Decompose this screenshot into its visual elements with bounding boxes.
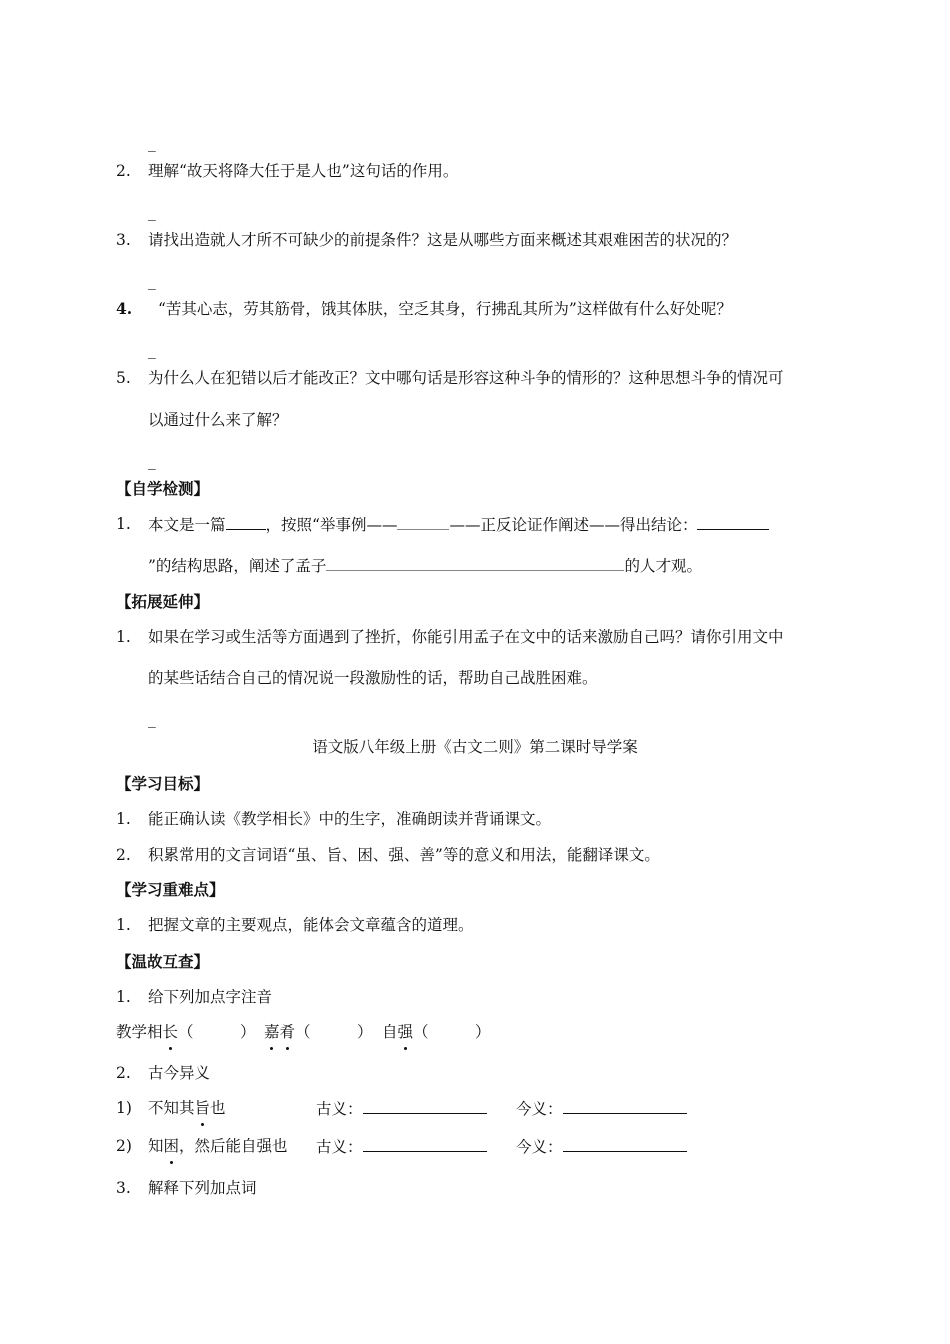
item-number: 2. (116, 846, 131, 864)
item-number: 3. (116, 1179, 131, 1197)
item-number: 1. (116, 628, 131, 646)
blank-1[interactable] (226, 513, 266, 530)
old-meaning-blank[interactable] (363, 1135, 487, 1152)
item-number: 1. (116, 916, 131, 934)
item-text: 如果在学习或生活等方面遇到了挫折，你能引用孟子在文中的话来激励自己吗？请你引用文中 (148, 628, 784, 646)
item-text: 的某些话结合自己的情况说一段激励性的话，帮助自己战胜困难。 (148, 669, 598, 687)
question-number: 4. (116, 299, 133, 318)
item-text: 解释下列加点词 (148, 1179, 257, 1197)
blank-4[interactable] (326, 554, 624, 571)
item-text: 本文是一篇 ，按照“举事例—— ——正反论证作阐述——得出结论： (148, 513, 769, 536)
item-text: 古今异义 (148, 1064, 211, 1082)
blank-3[interactable] (697, 513, 769, 530)
blank-2[interactable] (397, 513, 449, 530)
item-number: 1. (116, 515, 131, 533)
question-text: 为什么人在犯错以后才能改正？文中哪句话是形容这种斗争的情形的？这种思想斗争的情况可 (148, 369, 784, 387)
pinyin-item-1: 教学相长（ ） (116, 1023, 256, 1041)
old-meaning-blank[interactable] (363, 1097, 487, 1114)
question-text: 请找出造就人才所不可缺少的前提条件？这是从哪些方面来概述其艰难困苦的状况的？ (148, 231, 738, 249)
new-meaning-blank[interactable] (563, 1135, 687, 1152)
item-text: ”的结构思路，阐述了孟子 的人才观。 (148, 554, 702, 577)
item-text: 不知其旨也 (148, 1099, 226, 1117)
item-text: 给下列加点字注音 (148, 988, 273, 1006)
item-number: 1) (116, 1099, 132, 1117)
old-meaning: 古义： (316, 1097, 487, 1120)
question-number: 2. (116, 162, 131, 180)
item-number: 2) (116, 1137, 132, 1155)
new-meaning: 今义： (516, 1097, 687, 1120)
item-text: 把握文章的主要观点，能体会文章蕴含的道理。 (148, 916, 474, 934)
item-text: 知困，然后能自强也 (148, 1137, 288, 1155)
item-text: 能正确认读《教学相长》中的生字，准确朗读并背诵课文。 (148, 810, 552, 828)
new-meaning-blank[interactable] (563, 1097, 687, 1114)
new-meaning: 今义： (516, 1135, 687, 1158)
item-number: 1. (116, 988, 131, 1006)
question-text: “苦其心志，劳其筋骨，饿其体肤，空乏其身，行拂乱其所为”这样做有什么好处呢？ (158, 300, 732, 318)
pinyin-item-3: 自强（ ） (382, 1023, 491, 1041)
item-number: 2. (116, 1064, 131, 1082)
old-meaning: 古义： (316, 1135, 487, 1158)
question-number: 5. (116, 369, 131, 387)
item-text: 积累常用的文言词语“虽、旨、困、强、善”等的意义和用法，能翻译课文。 (148, 846, 660, 864)
item-number: 1. (116, 810, 131, 828)
question-text: 理解“故天将降大任于是人也”这句话的作用。 (148, 162, 459, 180)
question-text: 以通过什么来了解？ (148, 411, 288, 429)
pinyin-item-2: 嘉肴（ ） (264, 1023, 373, 1041)
question-number: 3. (116, 231, 131, 249)
